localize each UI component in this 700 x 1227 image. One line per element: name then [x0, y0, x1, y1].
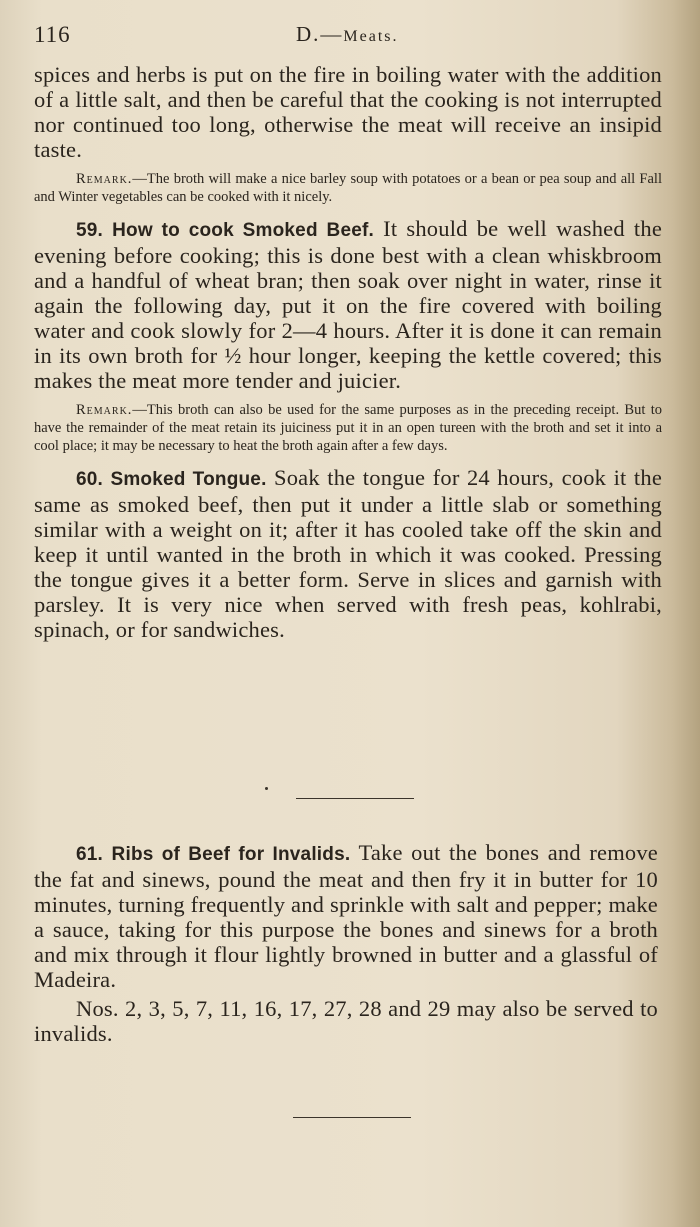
page-content [34, 62, 662, 642]
recipe-text: Soak the tongue for 24 hours, cook it the same as smoked beef, then put it under a little slab or something similar with a weight on it; after it has cooled take off the skin and keep it until wanted in the broth in which it was cooked. Pressing the tongue gives it a better form. Serve in slices and garnish with parsley. It is very nice when served with fresh peas, kohlrabi, spinach, or for sandwiches. [34, 465, 663, 642]
recipe-title: Ribs of Beef for Invalids. [111, 844, 351, 865]
recipe-title: How to cook Smoked Beef. [112, 220, 374, 241]
recipe-59 [34, 216, 662, 393]
recipe-number: 60. [76, 469, 104, 490]
bottom-divider [293, 1117, 411, 1118]
recipe-number: 61. [76, 844, 104, 865]
remark-text: —This broth can also be used for the same purposes as in the preceding receipt. But to have the remainder of the meat retain its juiciness put it in an open tureen with the broth and set it into a cool place; it may be necessary to heat the broth again after a few days. [34, 402, 662, 454]
recipe-61-block [34, 840, 658, 1046]
recipe-text: Take out the bones and remove the fat and sinews, pound the meat and then fry it in butter for 10 minutes, turning frequently and sprinkle with salt and pepper; make a sauce, taking for this purpose the bones and sinews for a broth and mix through it flour lightly browned in butter and a glassful of Madeira. [34, 840, 658, 992]
remark-text: —The broth will make a nice barley soup with potatoes or a bean or pea soup and all Fall and Winter vegetables can be cooked with it nicely. [34, 171, 662, 205]
continued-paragraph: spices and herbs is put on the fire in boiling water with the addition of a little salt, and then be careful that the cooking is not interrupted nor continued too long, otherwise the meat will receive an insipid taste. [34, 62, 662, 162]
page-number: 116 [34, 22, 71, 47]
section-divider [296, 798, 414, 799]
recipe-title: Smoked Tongue. [110, 469, 267, 490]
remark-label: Remark. [76, 402, 133, 418]
remark-label: Remark. [76, 171, 133, 187]
running-head-prefix: D.— [296, 22, 344, 46]
recipe-60 [34, 465, 662, 642]
recipe-61 [34, 840, 658, 992]
running-head-title: Meats. [343, 28, 399, 45]
running-head [296, 22, 399, 47]
page-header [34, 20, 634, 52]
recipe-number: 59. [76, 220, 104, 241]
recipe-text: It should be well washed the evening before cooking; this is done best with a clean whiskbroom and a handful of wheat bran; then soak over night in water, rinse it again the following day, put it on the fire covered with boiling water and cook slowly for 2—4 hours. After it is done it can remain in its own broth for ½ hour longer, keeping the kettle covered; this makes the meat more tender and juicier. [34, 216, 663, 393]
invalids-note: Nos. 2, 3, 5, 7, 11, 16, 17, 27, 28 and 29 may also be served to invalids. [34, 996, 658, 1046]
remark-broth [34, 170, 662, 206]
remark-smoked-beef [34, 401, 662, 455]
stray-dot [265, 787, 268, 790]
